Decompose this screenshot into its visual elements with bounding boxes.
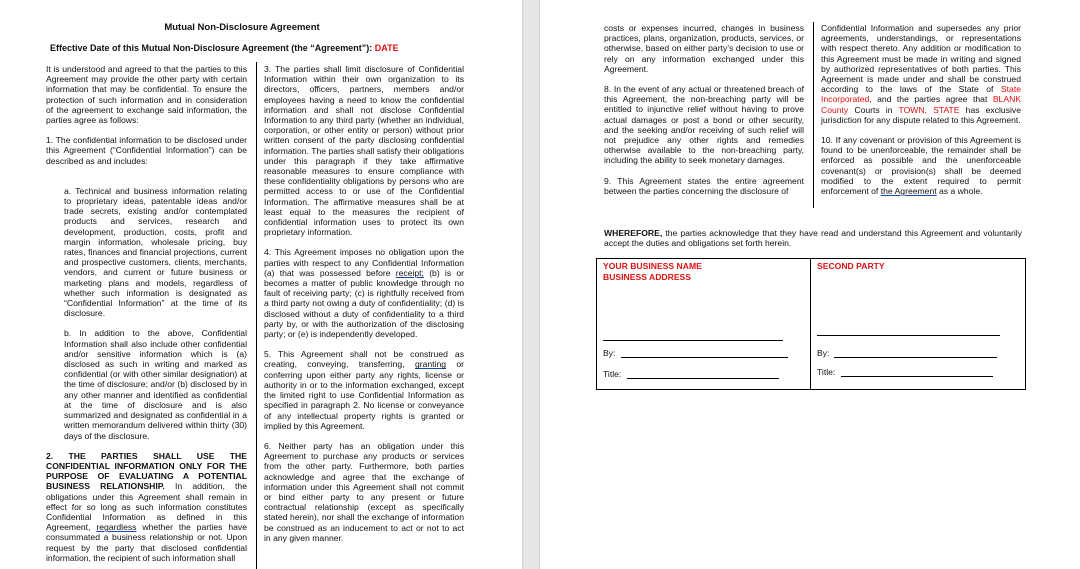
clause-5 bbox=[264, 349, 464, 431]
column-divider bbox=[813, 22, 814, 208]
left-title-line[interactable] bbox=[627, 378, 779, 379]
clause-4-text-a: 4. This Agreement imposes no obligation upon the parties with respect to any Confidential Information (a) that was possessed before bbox=[264, 247, 464, 278]
right-by-line[interactable] bbox=[834, 357, 997, 358]
document-title: Mutual Non-Disclosure Agreement bbox=[164, 22, 320, 33]
clause-9-text-b: , and the parties agree that bbox=[869, 94, 988, 105]
clause-5-text-a: 5. This Agreement shall not be construed as creating, conveying, transferring, bbox=[264, 349, 464, 370]
left-by-label: By: bbox=[603, 348, 616, 358]
clause-9-text-c: Courts in bbox=[848, 104, 893, 115]
clause-5-flagged-word: granting bbox=[414, 359, 447, 370]
wherefore-heading: WHEREFORE, bbox=[604, 228, 663, 238]
clause-1b: b. In addition to the above, Confidential Information shall also include other confidential and/or sensitive information which is (a) disclosed as such in writing and marked as confidential (or with other similar designation) at the time of disclosure; and/or (b) disclosed by in any other manner and identified as confidential at the time of disclosure and is also summarized and designated as confidential in a written memorandum delivered within thirty (30) days of the disclosure. bbox=[64, 328, 247, 441]
clause-10-text-a: 10. If any covenant or provision of this Agreement is found to be unenforceable, the remainder shall be enforced as possible and the unenforceable covenant(s) or provision(s) shall be deemed modified to the extent required to permit enforcement of bbox=[821, 135, 1021, 197]
clause-2 bbox=[46, 451, 247, 563]
right-title-label: Title: bbox=[817, 367, 836, 377]
clause-10 bbox=[821, 135, 1021, 196]
effective-date-label: Effective Date of this Mutual Non-Disclosure Agreement (the “Agreement”): bbox=[50, 43, 373, 53]
clause-10-flagged-word: the Agreement bbox=[880, 186, 937, 197]
clause-9-continued bbox=[821, 23, 1021, 125]
intro-paragraph: It is understood and agreed to that the parties to this Agreement may provide the other party with certain information that may be confidential. To ensure the protection of such information and in consideration of the agreement to exchange said information, the parties agree as follows: bbox=[46, 64, 247, 126]
page1-right-column bbox=[264, 64, 464, 543]
clause-5-text-b: or conferring upon either party any rights, license or authority in or to the information exchanged, except the limited right to use Confidential Information as specified in paragraph 2. No license or conveyance of any intellectual property rights is granted or implied by this Agreement. bbox=[264, 359, 465, 431]
signature-left-party bbox=[603, 261, 702, 282]
clause-9-text-d: has exclusive jurisdiction for any dispute related to this Agreement. bbox=[821, 104, 1021, 125]
town-placeholder: TOWN, STATE bbox=[898, 104, 960, 115]
business-name-placeholder: YOUR BUSINESS NAME bbox=[603, 261, 702, 271]
clause-2-flagged-word: regardless bbox=[96, 522, 137, 533]
clause-4 bbox=[264, 247, 464, 339]
clause-8: 8. In the event of any actual or threatened breach of this Agreement, the non-breaching party will be entitled to injunctive relief without having to prove actual damages or post a bond or other security, and the seeking and/or receiving of such relief will not prejudice any other rights and remedies otherwise available to the non-breaching party, including the ability to seek monetary damages. bbox=[604, 84, 804, 166]
document-page-2 bbox=[540, 0, 1080, 569]
left-title-label: Title: bbox=[603, 369, 622, 379]
column-divider bbox=[256, 62, 257, 569]
document-page-1 bbox=[0, 0, 522, 569]
page1-left-column bbox=[46, 64, 247, 563]
clause-7-continued: costs or expenses incurred, changes in business practices, plans, organization, products, services, or otherwise, based on either party’s decision to use or rely on any information exchanged under this Agreement. bbox=[604, 23, 804, 74]
page2-right-column bbox=[821, 23, 1021, 196]
wherefore-text: the parties acknowledge that they have read and understand this Agreement and voluntarily accept the duties and obligations set forth herein. bbox=[604, 228, 1022, 249]
clause-10-text-b: as a whole. bbox=[936, 186, 983, 197]
clause-1: 1. The confidential information to be disclosed under this Agreement (“Confidential Information”) can be described as and includes: bbox=[46, 135, 247, 166]
clause-6: 6. Neither party has an obligation under this Agreement to purchase any products or services from the other party. Furthermore, both parties acknowledge and agree that the exchange of information under this Agreement shall not commit or bind either party to any present or future contractual relationship (except as specifically stated herein), nor shall the exchange of information be construed as an inducement to act or not to act in any given manner. bbox=[264, 440, 464, 543]
clause-3: 3. The parties shall limit disclosure of Confidential Information within their own organization to its directors, officers, partners, members and/or employees having a need to know the confidential information and shall not disclose Confidential Information to any third party (whether an individual, corporation, or other entity or person) without prior written consent of the party disclosing confidential information. The parties shall satisfy their obligations under this paragraph if they take affirmative reasonable measures to ensure compliance with these confidentiality obligations by persons who are permitted access to or use of the Confidential Information. The affirmative measures shall be at least equal to the measures the recipient of confidential information uses to protect its own proprietary information. bbox=[264, 64, 464, 238]
right-signature-line[interactable] bbox=[817, 335, 1000, 336]
signature-table bbox=[596, 258, 1026, 390]
left-signature-line[interactable] bbox=[603, 340, 783, 341]
left-by-line[interactable] bbox=[621, 357, 788, 358]
clause-2-heading: 2. THE PARTIES SHALL USE THE CONFIDENTIAL INFORMATION ONLY FOR THE PURPOSE OF EVALUATING A POTENTIAL BUSINESS RELATIONSHIP. bbox=[46, 450, 247, 492]
page2-left-column bbox=[604, 23, 804, 196]
wherefore-paragraph bbox=[604, 228, 1022, 248]
clause-1a: a. Technical and business information relating to proprietary ideas, patentable ideas and/or trade secrets, existing and/or contemplated products and services, research and development, production, costs, profit and margin information, wholesale pricing, buy rates, finances and financial projections, current and prospective customers, clients, merchants, vendors, and current or future business or marketing plans and models, regardless of whether such information is designated as “Confidential Information” at the time of its disclosure. bbox=[64, 185, 247, 319]
second-party-placeholder: SECOND PARTY bbox=[817, 261, 885, 271]
effective-date-line bbox=[50, 43, 399, 53]
effective-date-value: DATE bbox=[374, 43, 399, 53]
clause-2-text-a: In addition, the obligations under this Agreement shall remain in effect for so long as such information constitutes Confidential Information as defined in this Agreement, bbox=[46, 481, 247, 533]
clause-4-text-b: (b) is or becomes a matter of public knowledge through no fault of receiving party; (c) is rightfully received from a third party not owing a duty of confidentiality; (d) is disclosed without a duty of confidentiality to a third party by, or with the authorization of the disclosing party; or (e) is independently developed. bbox=[264, 267, 465, 340]
clause-4-flagged-word: receipt; bbox=[395, 267, 424, 278]
right-by-label: By: bbox=[817, 348, 830, 358]
clause-2-text-b: whether the parties have consummated a business relationship or not. Upon request by the party that disclosed confidential information, the recipient of such information shall bbox=[46, 522, 248, 563]
business-address-placeholder: BUSINESS ADDRESS bbox=[603, 271, 692, 282]
signature-table-divider bbox=[810, 259, 811, 389]
right-title-line[interactable] bbox=[841, 376, 993, 377]
clause-9-text-a: Confidential Information and supersedes any prior agreements, understandings, or representations with respect thereto. Any addition or modification to this Agreement must be made in writing and signed by authorized representatives of both parties. This Agreement is made under and shall be construed according to the laws of the State of bbox=[821, 23, 1021, 95]
clause-9: 9. This Agreement states the entire agreement between the parties concerning the disclosure of bbox=[604, 175, 804, 196]
state-placeholder: State Incorporated bbox=[821, 84, 1021, 105]
county-placeholder: BLANK County bbox=[821, 94, 1022, 115]
